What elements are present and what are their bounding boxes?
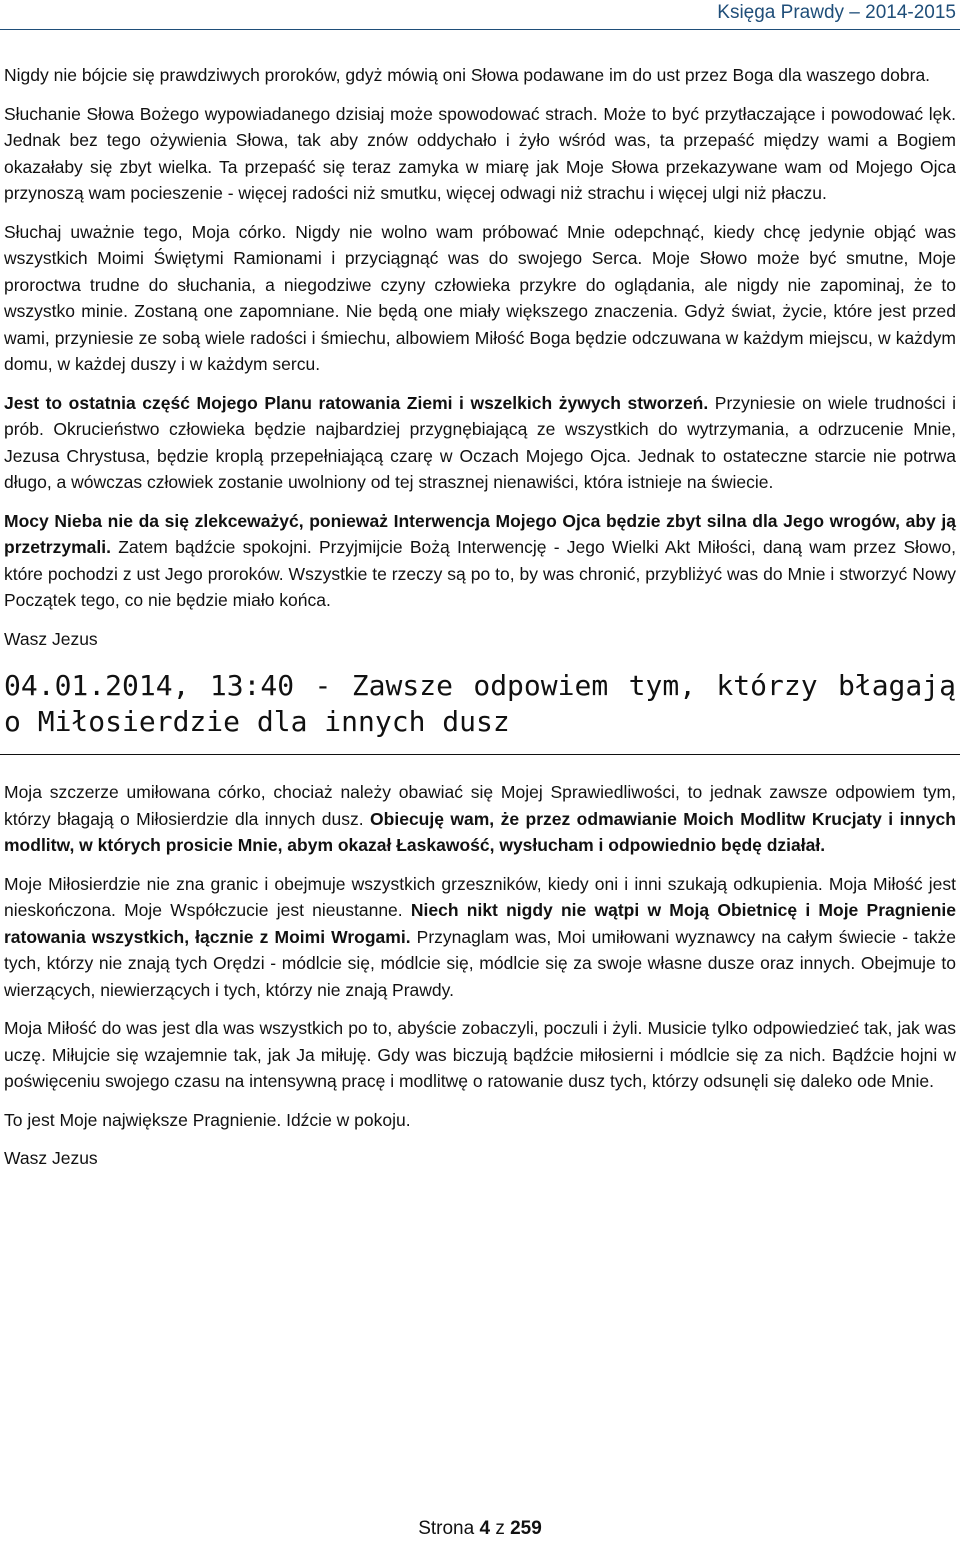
paragraph bbox=[4, 508, 956, 614]
page-separator: z bbox=[495, 1518, 505, 1539]
title-divider bbox=[0, 754, 960, 755]
paragraph: Nigdy nie bójcie się prawdziwych proroków, gdyż mówią oni Słowa podawane im do ust przez Boga dla waszego dobra. bbox=[4, 65, 931, 85]
paragraph bbox=[4, 390, 956, 496]
running-header-title: Księga Prawdy – 2014-2015 bbox=[717, 2, 956, 23]
paragraph: Słuchaj uważnie tego, Moja córko. Nigdy nie wolno wam próbować Mnie odepchnąć, kiedy chcę jedynie objąć was wszystkich Moimi Świętymi Ramionami i przyciągnąć was do swojego Serca. Moje Słowo może być smutne, Moje proroctwa trudne do słuchania, a niegodziwe czyny człowieka przykre do oglądania, ale nigdy nie zapominaj, że to wszystko minie. Zostaną one zapomniane. Nie będą one miały większego znaczenia. Gdyż świat, życie, które jest przed wami, przyniesie ze sobą wiele radości i śmiechu, albowiem Miłość Boga będzie odczuwana w każdym miejscu, w każdym domu, w każdej duszy i w każdym sercu. bbox=[4, 221, 956, 374]
page-footer bbox=[0, 1516, 960, 1542]
text: Moja szczerze umiłowana córko, chociaż należy obawiać się Mojej Sprawiedliwości, to jednak zawsze odpowiem tym, którzy błagają o Miłosierdzie dla innych dusz. bbox=[4, 782, 956, 829]
bold-text: Niech nikt nigdy nie wątpi w Moją Obietnicę i Moje Pragnienie ratowania wszystkich, łącznie z Moimi Wrogami. bbox=[4, 900, 956, 947]
paragraph: Słuchanie Słowa Bożego wypowiadanego dzisiaj może spowodować strach. Może to być przytłaczające i powodować lęk. Jednak bez tego ożywienia Słowa, tak aby znów oddychało i żyło wśród was, ta przepaść między wami a Bogiem okazałaby się zbyt wielka. Ta przepaść się teraz zamyka w miarę jak Moje Słowa przekazywane wam od Mojego Ojca przynoszą wam pocieszenie - więcej radości niż smutku, więcej odwagi niż strachu i więcej ulgi niż płaczu. bbox=[4, 103, 956, 203]
page-label: Strona bbox=[418, 1518, 475, 1539]
paragraph bbox=[4, 871, 956, 1004]
page-content bbox=[4, 62, 956, 1184]
page-current: 4 bbox=[479, 1518, 491, 1539]
text: Zatem bądźcie spokojni. Przyjmijcie Bożą Interwencję - Jego Wielki Akt Miłości, daną wam przez Słowo, które pochodzi z ust Jego proroków. Wszystkie te rzeczy są po to, by was chronić, przybliżyć was do Mnie i stworzyć Nowy Początek tego, co nie będzie miało końca. bbox=[4, 537, 956, 610]
paragraph bbox=[4, 779, 956, 859]
signature: Wasz Jezus bbox=[4, 628, 98, 649]
page-total: 259 bbox=[510, 1518, 542, 1539]
bold-text: Jest to ostatnia część Mojego Planu ratowania Ziemi i wszelkich żywych stworzeń. bbox=[4, 392, 709, 413]
signature: Wasz Jezus bbox=[4, 1148, 98, 1168]
paragraph: To jest Moje największe Pragnienie. Idźcie w pokoju. bbox=[4, 1109, 411, 1130]
text: Przynaglam was, Moi umiłowani wyznawcy na całym świecie - także tych, którzy nie znają tych Orędzi - módlcie się, módlcie się, módlcie się za swoje własne dusze oraz innych. Obejmuje to wierzących, niewierzących i tych, którzy nie znają Prawdy. bbox=[4, 926, 956, 1000]
text: Przyniesie on wiele trudności i prób. Okrucieństwo człowieka będzie najbardziej przygnębiającą ze wszystkich do wytrzymania, a odrzucenie Mnie, Jezusa Chrystusa, będzie kroplą przepełniającą czarę w Oczach Mojego Ojca. Jednak to ostateczne starcie nie potrwa długo, a wówczas człowiek zostanie uwolniony od tej strasznej nienawiści, która istnieje na świecie. bbox=[4, 392, 956, 492]
entry-title: 04.01.2014, 13:40 - Zawsze odpowiem tym, którzy błagają o Miłosierdzie dla innych dusz bbox=[4, 669, 956, 738]
header-divider bbox=[0, 29, 960, 30]
paragraph: Moja Miłość do was jest dla was wszystkich po to, abyście zobaczyli, poczuli i żyli. Musicie tylko odpowiedzieć tak, jak was uczę. Miłujcie się wzajemnie tak, jak Ja miłuję. Gdy was biczują bądźcie miłosierni i módlcie się za nich. Bądźcie hojni w poświęceniu swojego czasu na intensywną pracę i modlitwę o ratowanie dusz tych, którzy odsunęli się daleko ode Mnie. bbox=[4, 1018, 956, 1091]
bold-text: Mocy Nieba nie da się zlekceważyć, ponieważ Interwencja Mojego Ojca będzie zbyt silna dla Jego wrogów, aby ją przetrzymali. bbox=[4, 510, 956, 557]
bold-text: Obiecuję wam, że przez odmawianie Moich Modlitw Krucjaty i innych modlitw, w których prosicie Mnie, abym okazał Łaskawość, wysłucham i odpowiednio będę działał. bbox=[4, 808, 956, 855]
text: Moje Miłosierdzie nie zna granic i obejmuje wszystkich grzeszników, kiedy oni i inni szukają odkupienia. Moja Miłość jest nieskończona. Moje Współczucie jest nieustanne. bbox=[4, 873, 956, 920]
